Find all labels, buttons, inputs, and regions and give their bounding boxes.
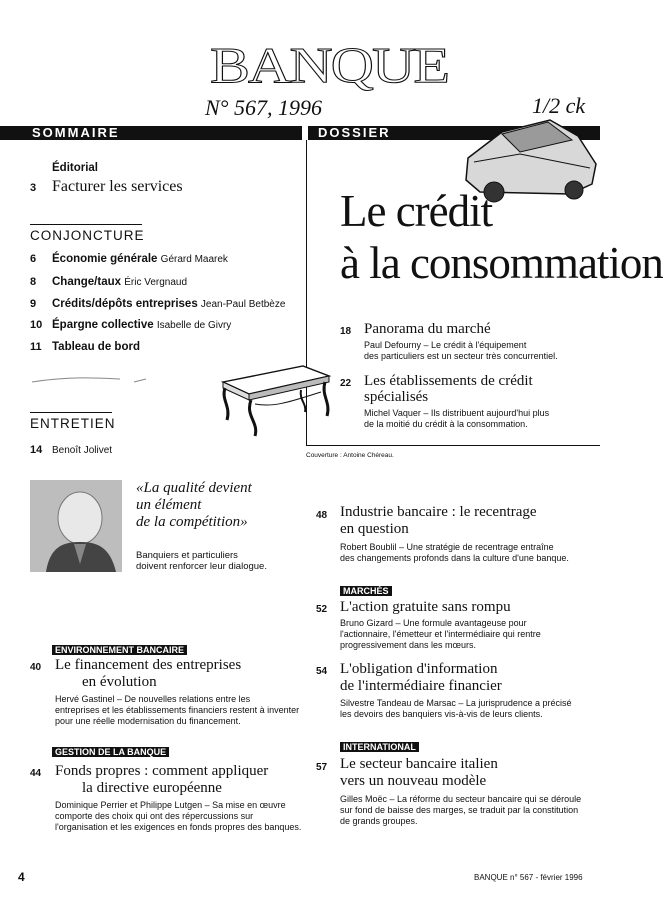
entretien-header: ENTRETIEN [30, 416, 116, 431]
article-desc: entreprises et les établissements financiers restent à inventer [55, 705, 300, 715]
interview-desc [136, 550, 267, 572]
conjoncture-header: CONJONCTURE [30, 228, 145, 243]
article-desc: l'actionnaire, l'émetteur et l'intermédiaire qui rentre [340, 629, 541, 639]
article-title[interactable]: Panorama du marché [364, 321, 491, 337]
toc-title: Tableau de bord [52, 341, 140, 353]
cover-credit: Couverture : Antoine Chéreau. [306, 452, 394, 459]
entretien-author[interactable]: Benoît Jolivet [52, 445, 113, 456]
masthead-logo: BANQUE [210, 37, 448, 94]
article-title[interactable]: Le secteur bancaire italien [340, 756, 498, 772]
article-desc: les devoirs des banquiers vis-à-vis de leurs clients. [340, 709, 543, 719]
toc-row[interactable] [30, 276, 187, 288]
article-title[interactable]: en question [340, 521, 409, 537]
article-number: 22 [340, 378, 352, 389]
toc-number: 11 [30, 341, 42, 353]
article-desc: progressivement dans les mœurs. [340, 640, 477, 650]
toc-row[interactable] [30, 341, 140, 353]
toc-row[interactable] [30, 253, 228, 265]
article-desc: des particuliers est un secteur très concurrentiel. [364, 351, 558, 361]
article-desc: sur fond de baisse des marges, se traduit par la constitution [340, 805, 579, 815]
article-desc: Dominique Perrier et Philippe Lutgen – Sa mise en œuvre [55, 800, 286, 810]
article-desc: des changements profonds dans la culture d'une banque. [340, 553, 569, 563]
toc-number: 8 [30, 276, 37, 288]
section-tag [52, 742, 169, 760]
article-title[interactable]: spécialisés [364, 389, 429, 405]
quote-line: de la compétition» [136, 514, 248, 530]
handwritten-corner-note: 1/2 ck [532, 93, 586, 118]
editorial-title[interactable]: Facturer les services [52, 178, 183, 195]
toc-title: Crédits/dépôts entreprises [52, 298, 198, 310]
entretien-number: 14 [30, 444, 43, 456]
toc-author: Gérard Maarek [160, 254, 228, 265]
article-desc: Michel Vaquer – Ils distribuent aujourd'hui plus [364, 408, 550, 418]
section-tag [340, 581, 392, 599]
toc-number: 10 [30, 319, 43, 331]
toc-row[interactable] [30, 319, 231, 331]
article-title[interactable]: L'action gratuite sans rompu [340, 599, 511, 615]
footer-issue-line: BANQUE n° 567 - février 1996 [474, 873, 583, 882]
section-tag [52, 640, 187, 658]
article-number: 18 [340, 326, 352, 337]
quote-line: un élément [136, 497, 202, 513]
interview-quote [136, 480, 252, 531]
article-desc: de grands groupes. [340, 816, 418, 826]
article-number: 54 [316, 666, 328, 677]
article-desc: Hervé Gastinel – De nouvelles relations entre les [55, 694, 251, 704]
toc-number: 9 [30, 298, 37, 310]
toc-author: Jean-Paul Betbèze [200, 299, 286, 310]
desc-line: doivent renforcer leur dialogue. [136, 561, 267, 572]
pencil-stroke [30, 370, 160, 386]
toc-number: 6 [30, 253, 37, 265]
toc-title: Économie générale [52, 253, 158, 265]
article-desc: de la moitié du crédit à la consommation. [364, 419, 528, 429]
article-desc: pour une réelle modernisation du financement. [55, 716, 241, 726]
tag-label: ENVIRONNEMENT BANCAIRE [52, 645, 187, 655]
article-desc: l'organisation et les exigences en fonds propres des banques. [55, 822, 302, 832]
article-title[interactable]: vers un nouveau modèle [340, 773, 487, 789]
desc-line: Banquiers et particuliers [136, 550, 238, 561]
toc-title: Épargne collective [52, 319, 154, 331]
sommaire-header: SOMMAIRE [0, 126, 302, 140]
quote-line: «La qualité devient [136, 480, 252, 496]
dossier-title-line1: Le crédit [340, 186, 493, 236]
page-number: 4 [18, 870, 25, 884]
article-title[interactable]: Les établissements de crédit [364, 373, 533, 389]
tag-label: INTERNATIONAL [340, 742, 419, 752]
article-number: 44 [30, 768, 42, 779]
article-title[interactable]: Fonds propres : comment appliquer [55, 763, 269, 779]
article-title[interactable]: Le financement des entreprises [55, 657, 242, 673]
article-title[interactable]: L'obligation d'information [340, 661, 498, 677]
article-desc: Bruno Gizard – Une formule avantageuse pour [340, 618, 527, 628]
toc-title: Change/taux [52, 276, 122, 288]
tag-label: GESTION DE LA BANQUE [52, 747, 169, 757]
tag-label: MARCHÉS [340, 586, 392, 596]
article-number: 57 [316, 762, 328, 773]
dossier-title-line2: à la consommation [340, 238, 663, 288]
article-desc: Robert Boublil – Une stratégie de recentrage entraîne [340, 542, 554, 552]
editorial-label: Éditorial [52, 162, 99, 174]
article-number: 48 [316, 510, 328, 521]
article-title[interactable]: Industrie bancaire : le recentrage [340, 504, 537, 520]
article-title[interactable]: en évolution [82, 674, 157, 690]
toc-row[interactable] [30, 298, 285, 310]
article-title[interactable]: la directive européenne [82, 780, 222, 796]
toc-author: Isabelle de Givry [156, 320, 232, 331]
editorial-number: 3 [30, 182, 37, 194]
article-number: 52 [316, 604, 328, 615]
dossier-header: DOSSIER [308, 126, 600, 140]
entretien-rule [30, 412, 112, 413]
toc-author: Éric Vergnaud [124, 277, 188, 288]
coffee-table-illustration [215, 360, 335, 442]
section-tag [340, 737, 419, 755]
portrait-photo [30, 480, 122, 572]
handwritten-issue-note: N° 567, 1996 [205, 95, 322, 120]
article-desc: Gilles Moëc – La réforme du secteur bancaire qui se déroule [340, 794, 582, 804]
article-desc: Paul Defourny – Le crédit à l'équipement [364, 340, 527, 350]
article-number: 40 [30, 662, 42, 673]
article-title[interactable]: de l'intermédiaire financier [340, 678, 502, 694]
article-desc: Silvestre Tandeau de Marsac – La jurisprudence a précisé [340, 698, 572, 708]
article-desc: comporte des choix qui ont des répercussions sur [55, 811, 254, 821]
conjoncture-rule [30, 224, 142, 225]
